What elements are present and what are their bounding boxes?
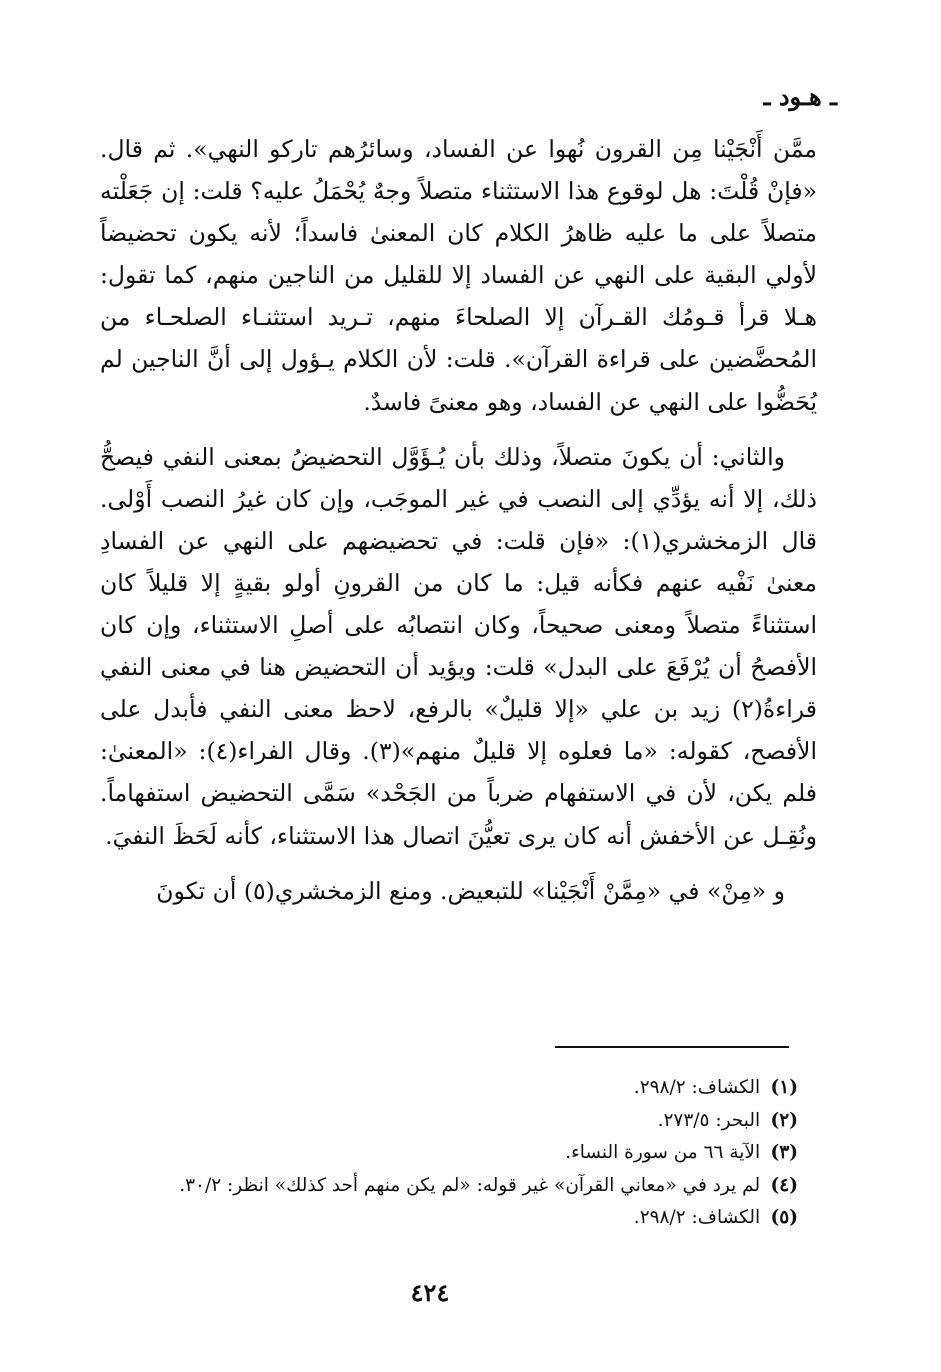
- footnote-2: [138, 1105, 798, 1138]
- footnote-separator: [555, 1046, 789, 1048]
- paragraph-3: و «مِنْ» في «مِمَّنْ أَنْجَيْنا» للتبعيض. ومنع الزمخشري(٥) أن تكونَ: [156, 876, 785, 905]
- footnote-text: الكشاف: ٢٩٨/٢.: [633, 1207, 761, 1229]
- footnote-4: [138, 1170, 798, 1203]
- footnote-3: [138, 1137, 798, 1170]
- footnote-number: (١): [770, 1077, 798, 1098]
- footnote-text: لم يرد في «معاني القرآن» غير قوله: «لم يكن منهم أحد كذلك» انظر: ٣٠/٢.: [179, 1174, 761, 1196]
- footnote-1: [138, 1072, 798, 1105]
- footnote-number: (٢): [770, 1109, 798, 1131]
- page-number: ٤٢٤: [410, 1278, 450, 1307]
- paragraph-2: والثاني: أن يكونَ متصلاً، وذلك بأن يُـؤَوَّل التحضيضُ بمعنى النفي فيصحُّ ذلك، إلا أنه يؤدِّي إلى النصب في غير الموجَب، وإن كان غيرُ النصب أَوْلى. قال الزمخشري(١): «فإن قلت: في تحضيضهم على النهي عن الفسادِ معنىٰ نَفْيه عنهم فكأنه قيل: ما كان من القرونِ أولو بقيةٍ إلا قليلاً كان استثناءً متصلاً ومعنى صحيحاً، وكان انتصابُه على أصلِ الاستثناء، وإن كان الأفصحُ أن يُرْفَعَ على البدل» قلت: ويؤيد أن التحضيض هنا في معنى النفي قراءةُ(٢) زيد بن علي «إلا قليلٌ» بالرفع، لاحظ معنى النفي فأبدل على الأفصح، كقوله: «ما فعلوه إلا قليلٌ منهم»(٣). وقال الفراء(٤): «المعنىٰ: فلم يكن، لأن في الاستفهام ضرباً من الجَحْد» سَمَّى التحضيض استفهاماً. ونُقِـل عن الأخفش أنه كان يرى تعيُّنَ اتصال هذا الاستثناء، كأنه لَحَظَ النفيَ.: [100, 442, 817, 850]
- footnote-text: البحر: ٢٧٣/٥.: [657, 1109, 761, 1131]
- footnotes: [138, 1072, 798, 1235]
- footnote-text: الآية ٦٦ من سورة النساء.: [565, 1142, 761, 1164]
- main-text: [100, 128, 817, 912]
- footnote-text: الكشاف: ٢٩٨/٢.: [633, 1077, 761, 1098]
- paragraph-1: ممَّن أَنْجَيْنا مِن القرون نُهوا عن الفساد، وسائرُهم تاركو النهي». ثم قال. «فإنْ قُلْتَ: هل لوقوع هذا الاستثناء متصلاً وجهٌ يُحْمَلُ عليه؟ قلت: إن جَعَلْته متصلاً على ما عليه ظاهرُ الكلام كان المعنىٰ فاسداً؛ لأنه يكون تحضيضاً لأولي البقية على النهي عن الفساد إلا للقليل من الناجين منهم، كما تقول: هـلا قرأ قـومُك القـرآن إلا الصلحاءَ منهم، تـريد استثنـاء الصلحـاء من المُحضَّضين على قراءة القرآن». قلت: لأن الكلام يـؤول إلى أنَّ الناجين لم يُحَضُّوا على النهي عن الفساد، وهو معنىً فاسدٌ.: [100, 135, 817, 416]
- footnote-number: (٣): [770, 1142, 798, 1164]
- footnote-5: [138, 1202, 798, 1235]
- footnote-number: (٥): [770, 1207, 798, 1229]
- running-header: ـ هـود ـ: [763, 82, 837, 111]
- footnote-number: (٤): [770, 1174, 798, 1196]
